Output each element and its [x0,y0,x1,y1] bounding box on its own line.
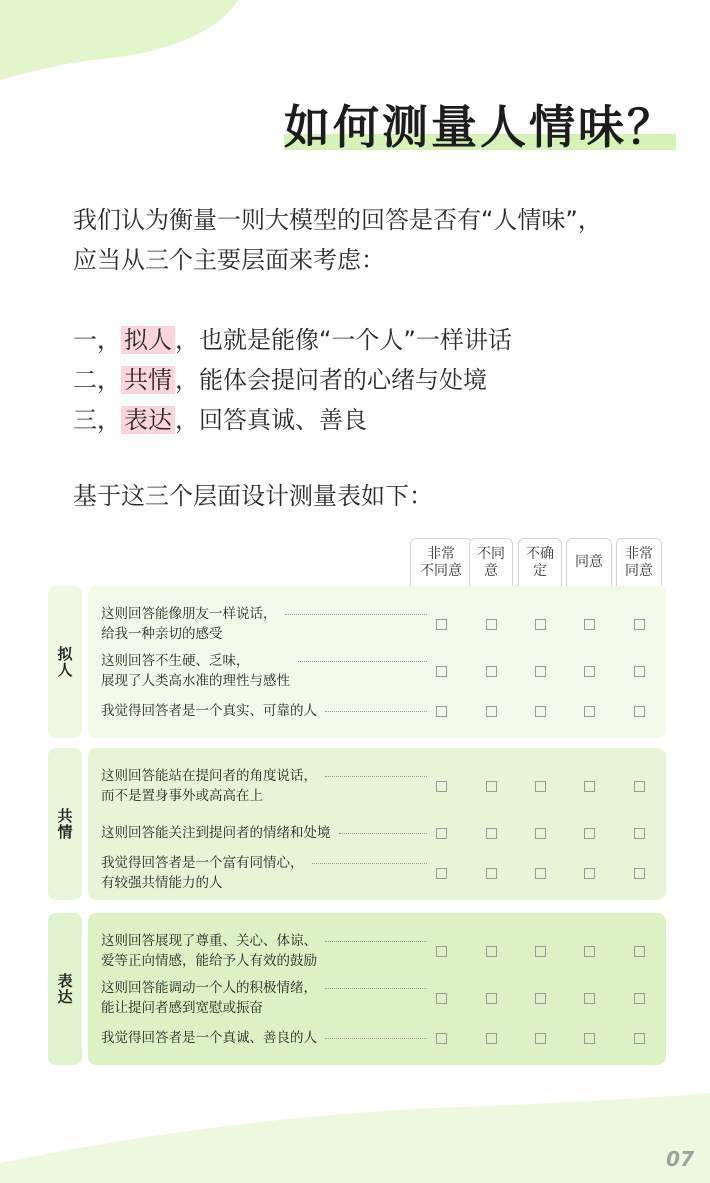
scale-option-label: 非常 同意 [625,545,653,579]
rating-checkbox[interactable] [486,946,497,957]
dotted-leader [325,711,427,712]
top-green-blob [0,0,260,90]
rating-checkbox[interactable] [584,946,595,957]
rating-checkbox[interactable] [486,619,497,630]
rating-checkbox[interactable] [584,993,595,1004]
group-label: 拟人 [48,586,82,738]
rating-checkbox[interactable] [535,868,546,879]
rating-checkbox[interactable] [436,946,447,957]
rating-checkbox[interactable] [584,666,595,677]
rating-checkbox[interactable] [634,1033,645,1044]
statement-text: 这则回答能关注到提问者的情绪和处境 [101,825,331,841]
rating-checkbox[interactable] [634,993,645,1004]
statement-text: 我觉得回答者是一个富有同情心， 有较强共情能力的人 [101,855,304,891]
rating-checkbox[interactable] [486,828,497,839]
keyword-highlight: 拟人 [121,326,175,354]
rating-checkbox[interactable] [535,993,546,1004]
rating-checkbox[interactable] [634,619,645,630]
group-body [88,913,666,1065]
dotted-leader [339,833,428,834]
rating-checkbox[interactable] [486,666,497,677]
statement-text: 我觉得回答者是一个真实、可靠的人 [101,703,317,719]
rating-checkbox[interactable] [486,706,497,717]
rating-checkbox[interactable] [584,828,595,839]
rating-checkbox[interactable] [634,706,645,717]
group-body [88,586,666,738]
scale-option-header [616,538,662,586]
page-title-wrap [284,92,676,156]
statement-text: 这则回答能像朋友一样说话， 给我一种亲切的感受 [101,606,277,642]
keyword-highlight: 表达 [121,406,175,434]
rating-checkbox[interactable] [486,1033,497,1044]
dotted-leader [312,863,428,864]
rating-checkbox[interactable] [436,868,447,879]
rating-checkbox[interactable] [584,619,595,630]
dotted-leader [325,988,427,989]
statement-text: 这则回答不生硬、乏味， 展现了人类高水准的理性与感性 [101,653,290,689]
scale-group-3 [48,913,666,1065]
scale-option-label: 不确 定 [526,545,554,579]
scale-option-label: 非常 不同意 [420,545,462,579]
rating-checkbox[interactable] [535,706,546,717]
rating-checkbox[interactable] [486,993,497,1004]
group-label: 表达 [48,913,82,1065]
rating-checkbox[interactable] [584,781,595,792]
rating-checkbox[interactable] [436,993,447,1004]
intro-paragraph [73,200,673,280]
scale-option-header [410,538,472,586]
dimension-list [73,320,512,440]
dotted-leader [325,1038,427,1039]
scale-group-1 [48,586,666,738]
rating-checkbox[interactable] [535,781,546,792]
rating-checkbox[interactable] [634,828,645,839]
scale-option-header [566,538,612,586]
rating-checkbox[interactable] [436,666,447,677]
rating-checkbox[interactable] [486,868,497,879]
statement-text: 我觉得回答者是一个真诚、善良的人 [101,1030,317,1046]
rating-checkbox[interactable] [436,828,447,839]
scale-option-header [518,538,562,586]
keyword-highlight: 共情 [121,366,175,394]
intro-line: 应当从三个主要层面来考虑： [73,246,385,274]
statement-text: 这则回答能调动一个人的积极情绪， 能让提问者感到宽慰或振奋 [101,980,317,1016]
statement-text: 这则回答能站在提问者的角度说话， 而不是置身事外或高高在上 [101,768,317,804]
scale-option-label: 同意 [575,554,603,570]
dotted-leader [298,661,427,662]
dimension-item: 一， 拟人 ，也就是能像“一个人”一样讲话 [73,326,512,354]
bottom-green-blob [0,1093,710,1183]
statement-text: 这则回答展现了尊重、关心、体谅、 爱等正向情感，能给予人有效的鼓励 [101,933,317,969]
rating-checkbox[interactable] [584,706,595,717]
dimension-item: 三， 表达 ，回答真诚、善良 [73,406,367,434]
dimension-item: 二， 共情 ，能体会提问者的心绪与处境 [73,366,487,394]
rating-checkbox[interactable] [436,619,447,630]
group-body [88,748,666,900]
dotted-leader [325,776,427,777]
group-label: 共情 [48,748,82,900]
rating-checkbox[interactable] [634,666,645,677]
page-title: 如何测量人情味？ [284,100,676,154]
page-number: 07 [666,1147,694,1171]
rating-checkbox[interactable] [535,619,546,630]
rating-checkbox[interactable] [634,781,645,792]
rating-checkbox[interactable] [634,946,645,957]
scale-group-2 [48,748,666,900]
rating-checkbox[interactable] [436,1033,447,1044]
dotted-leader [285,614,428,615]
scale-option-label: 不同 意 [477,545,505,579]
table-intro: 基于这三个层面设计测量表如下： [73,482,433,510]
rating-checkbox[interactable] [436,706,447,717]
intro-line: 我们认为衡量一则大模型的回答是否有“人情味”， [73,206,602,234]
rating-checkbox[interactable] [535,828,546,839]
rating-checkbox[interactable] [584,868,595,879]
rating-checkbox[interactable] [486,781,497,792]
rating-checkbox[interactable] [436,781,447,792]
rating-checkbox[interactable] [535,1033,546,1044]
scale-option-header [469,538,513,586]
rating-checkbox[interactable] [535,946,546,957]
rating-checkbox[interactable] [535,666,546,677]
rating-checkbox[interactable] [584,1033,595,1044]
rating-checkbox[interactable] [634,868,645,879]
dotted-leader [325,941,427,942]
